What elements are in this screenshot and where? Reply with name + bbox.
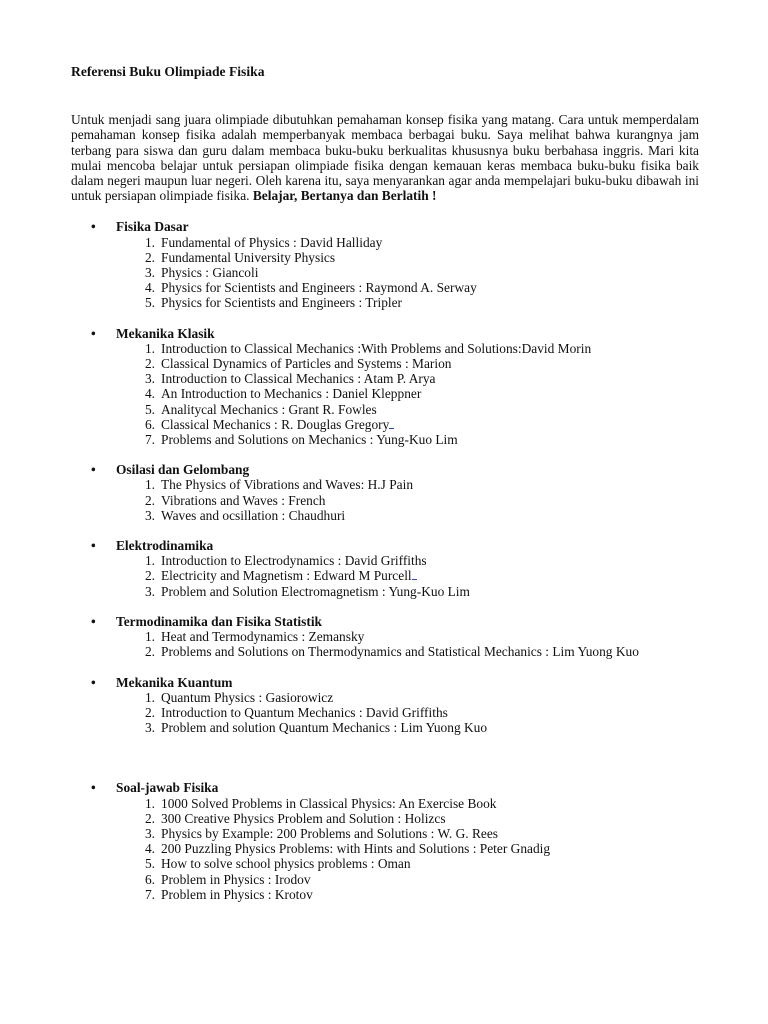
list-item <box>71 872 699 887</box>
list-item-number: 6. <box>144 416 155 432</box>
list-item-number: 2. <box>144 644 155 660</box>
list-item-number: 3. <box>144 371 155 387</box>
section-heading-text: Mekanika Klasik <box>116 325 215 341</box>
list-item-text: 1000 Solved Problems in Classical Physics: An Exercise Book <box>161 795 497 811</box>
list-item <box>71 720 699 735</box>
list-item-text: Vibrations and Waves : French <box>161 492 326 508</box>
bullet-icon: • <box>91 780 96 796</box>
list-item-number: 2. <box>144 810 155 826</box>
list-item-text: Fundamental of Physics : David Halliday <box>161 234 383 250</box>
intro-paragraph <box>71 112 699 203</box>
list-item <box>71 280 699 295</box>
list-item-number: 3. <box>144 825 155 841</box>
page-title: Referensi Buku Olimpiade Fisika <box>71 64 265 79</box>
list-item-number: 5. <box>144 401 155 417</box>
list-item-text: Problems and Solutions on Mechanics : Yung-Kuo Lim <box>161 432 458 448</box>
list-item-text: Physics for Scientists and Engineers : Tripler <box>161 295 403 311</box>
list-item-number: 3. <box>144 583 155 599</box>
list-item-number: 3. <box>144 265 155 281</box>
list-item-text: The Physics of Vibrations and Waves: H.J Pain <box>161 477 414 493</box>
list-item-text: How to solve school physics problems : Oman <box>161 856 411 872</box>
book-list <box>71 796 699 902</box>
section-spacer <box>71 750 699 780</box>
section-heading <box>71 780 699 795</box>
section-heading <box>71 614 699 629</box>
list-item <box>71 887 699 902</box>
book-section <box>71 780 699 902</box>
section-heading <box>71 462 699 477</box>
section-heading-text: Soal-jawab Fisika <box>116 780 219 796</box>
list-item <box>71 341 699 356</box>
list-item-number: 5. <box>144 856 155 872</box>
section-heading-text: Mekanika Kuantum <box>116 674 233 690</box>
bullet-icon: • <box>91 538 96 554</box>
book-sections <box>71 219 699 902</box>
list-item-text: Problem and Solution Electromagnetism : Yung-Kuo Lim <box>161 583 470 599</box>
list-item <box>71 477 699 492</box>
list-item <box>71 811 699 826</box>
list-item <box>71 493 699 508</box>
list-item-number: 4. <box>144 386 155 402</box>
book-section <box>71 538 699 599</box>
list-item-number: 1. <box>144 477 155 493</box>
section-heading-text: Osilasi dan Gelombang <box>116 462 250 478</box>
list-item-number: 2. <box>144 249 155 265</box>
list-item-text: Physics for Scientists and Engineers : Raymond A. Serway <box>161 280 477 296</box>
list-item-number: 1. <box>144 689 155 705</box>
list-item <box>71 629 699 644</box>
list-item-number: 7. <box>144 432 155 448</box>
list-item-text: Introduction to Quantum Mechanics : David Griffiths <box>161 704 448 720</box>
list-item-number: 6. <box>144 871 155 887</box>
book-list <box>71 477 699 523</box>
book-section <box>71 614 699 660</box>
list-item-number: 2. <box>144 492 155 508</box>
list-item <box>71 568 699 583</box>
intro-text: Untuk menjadi sang juara olimpiade dibutuhkan pemahaman konsep fisika yang matang. Cara untuk memperdalam pemahaman konsep fisika adalah memperbanyak membaca berbagai buku. Saya melihat bahwa kurangnya jam terbang para siswa dan guru dalam membaca buku-buku berkualitas khususnya buku berbahasa inggris. Mari kita mulai mencoba belajar untuk persiapan olimpiade fisika dengan kemauan keras membaca buku-buku fisika baik dalam negeri maupun luar negeri. Oleh karena itu, saya menyarankan agar anda mempelajari buku-buku dibawah ini untuk persiapan olimpiade fisika. <box>71 112 699 204</box>
list-item-text: Analitycal Mechanics : Grant R. Fowles <box>161 401 377 417</box>
list-item-text: Quantum Physics : Gasiorowicz <box>161 689 334 705</box>
list-item-text: Classical Mechanics : R. Douglas Gregory <box>161 416 390 432</box>
list-item <box>71 356 699 371</box>
list-item-text: Physics : Giancoli <box>161 265 259 281</box>
list-item <box>71 250 699 265</box>
list-item <box>71 826 699 841</box>
list-item-text: Problem in Physics : Krotov <box>161 886 313 902</box>
section-heading <box>71 675 699 690</box>
bullet-icon: • <box>91 219 96 235</box>
list-item-text: Classical Dynamics of Particles and Systems : Marion <box>161 356 452 372</box>
section-heading-text: Fisika Dasar <box>116 219 189 235</box>
list-item-number: 5. <box>144 295 155 311</box>
list-item-text: Physics by Example: 200 Problems and Solutions : W. G. Rees <box>161 825 498 841</box>
list-item <box>71 705 699 720</box>
bullet-icon: • <box>91 613 96 629</box>
list-item <box>71 553 699 568</box>
list-item-text: Fundamental University Physics <box>161 249 336 265</box>
list-item-text: Problem in Physics : Irodov <box>161 871 311 887</box>
book-section <box>71 675 699 736</box>
section-heading <box>71 326 699 341</box>
book-section <box>71 326 699 448</box>
list-item-text: Heat and Termodynamics : Zemansky <box>161 629 365 645</box>
list-item-text: Introduction to Electrodynamics : David Griffiths <box>161 553 427 569</box>
list-item <box>71 417 699 432</box>
bullet-icon: • <box>91 674 96 690</box>
underline-mark <box>389 417 394 429</box>
list-item <box>71 295 699 310</box>
section-heading <box>71 219 699 234</box>
list-item <box>71 644 699 659</box>
section-heading-text: Termodinamika dan Fisika Statistik <box>116 613 322 629</box>
list-item-text: Problem and solution Quantum Mechanics : Lim Yuong Kuo <box>161 720 488 736</box>
list-item <box>71 432 699 447</box>
list-item-number: 2. <box>144 704 155 720</box>
bullet-icon: • <box>91 325 96 341</box>
book-section <box>71 462 699 523</box>
list-item <box>71 235 699 250</box>
list-item <box>71 841 699 856</box>
book-list <box>71 341 699 447</box>
list-item-number: 3. <box>144 507 155 523</box>
section-heading-text: Elektrodinamika <box>116 538 214 554</box>
list-item-number: 3. <box>144 720 155 736</box>
book-section <box>71 219 699 310</box>
list-item-text: Problems and Solutions on Thermodynamics and Statistical Mechanics : Lim Yuong Kuo <box>161 644 639 660</box>
list-item-number: 1. <box>144 234 155 250</box>
list-item-text: An Introduction to Mechanics : Daniel Kleppner <box>161 386 422 402</box>
list-item <box>71 371 699 386</box>
list-item-number: 1. <box>144 553 155 569</box>
bullet-icon: • <box>91 462 96 478</box>
list-item-number: 1. <box>144 340 155 356</box>
list-item-number: 2. <box>144 568 155 584</box>
list-item-text: 300 Creative Physics Problem and Solution : Holizcs <box>161 810 446 826</box>
list-item-number: 4. <box>144 841 155 857</box>
list-item <box>71 796 699 811</box>
list-item-number: 2. <box>144 356 155 372</box>
list-item-text: Introduction to Classical Mechanics :With Problems and Solutions:David Morin <box>161 340 592 356</box>
list-item <box>71 856 699 871</box>
book-list <box>71 235 699 311</box>
list-item <box>71 584 699 599</box>
list-item-number: 7. <box>144 886 155 902</box>
list-item-text: Electricity and Magnetism : Edward M Purcell <box>161 568 412 584</box>
book-list <box>71 629 699 659</box>
list-item <box>71 508 699 523</box>
intro-bold-motto: Belajar, Bertanya dan Berlatih ! <box>252 188 437 204</box>
list-item-number: 1. <box>144 629 155 645</box>
list-item-number: 4. <box>144 280 155 296</box>
underline-mark <box>412 568 417 580</box>
book-list <box>71 690 699 736</box>
section-heading <box>71 538 699 553</box>
list-item-text: Introduction to Classical Mechanics : Atam P. Arya <box>161 371 436 387</box>
book-list <box>71 553 699 599</box>
list-item <box>71 690 699 705</box>
list-item-number: 1. <box>144 795 155 811</box>
list-item <box>71 402 699 417</box>
list-item-text: 200 Puzzling Physics Problems: with Hints and Solutions : Peter Gnadig <box>161 841 551 857</box>
document-page <box>71 64 699 917</box>
list-item-text: Waves and ocsillation : Chaudhuri <box>161 507 346 523</box>
list-item <box>71 265 699 280</box>
list-item <box>71 386 699 401</box>
